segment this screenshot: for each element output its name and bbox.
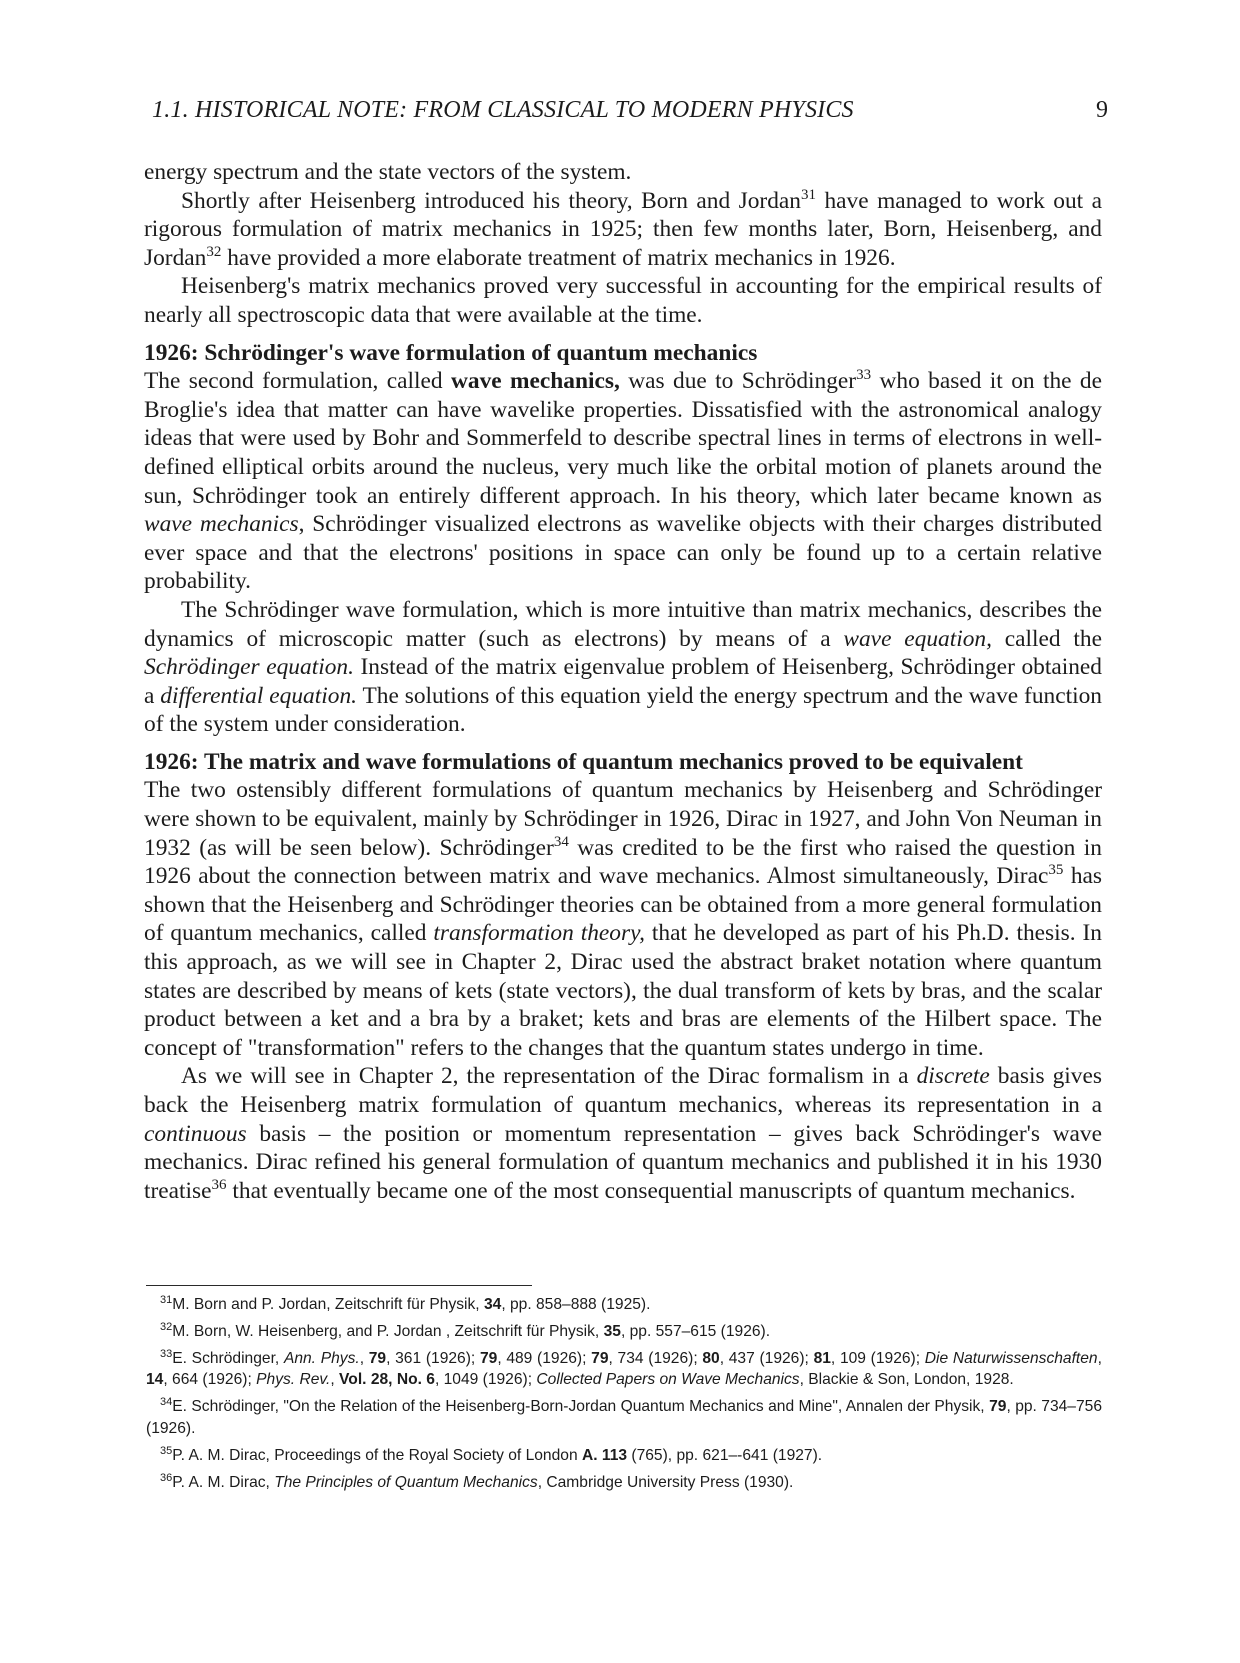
footnote-34 xyxy=(146,1396,1102,1440)
text-run: (765), pp. 621–-641 (1927). xyxy=(627,1446,823,1464)
text-run: P. A. M. Dirac, xyxy=(172,1473,275,1491)
italic-term: wave mechanics xyxy=(144,511,299,538)
paragraph-matrix-success: Heisenberg's matrix mechanics proved very successful in accounting for the empirical results of nearly all spectroscopic data that were available at the time. xyxy=(144,273,1102,328)
bold-term: wave mechanics, xyxy=(451,368,620,395)
italic-term: transformation theory, xyxy=(433,920,646,947)
text-run: P. A. M. Dirac, Proceedings of the Royal Society of London xyxy=(172,1446,582,1464)
volume-number: 34 xyxy=(483,1296,502,1313)
footnotes xyxy=(146,1294,1102,1498)
text-run: , pp. 858–888 (1925). xyxy=(501,1296,651,1313)
italic-term: continuous xyxy=(144,1120,247,1147)
footnote-divider xyxy=(146,1285,532,1286)
page-number: 9 xyxy=(1096,97,1108,123)
footnote-number: 34 xyxy=(160,1396,173,1409)
journal-name: Die Naturwissenschaften xyxy=(924,1349,1098,1367)
paragraph-wave-mechanics xyxy=(144,367,1102,596)
text-run: The two ostensibly different formulations of quantum mechanics by Heisenberg and Schrödinger were shown to be equivalent, mainly by Schrödinger in 1926, Dirac in 1927, and John Von Neuman in 1932 (as will be seen below). Schrödinger xyxy=(144,777,1102,861)
text-run: , 361 (1926); xyxy=(386,1349,480,1367)
footnote-number: 36 xyxy=(160,1471,173,1484)
volume-number: 79 xyxy=(989,1398,1007,1416)
text-run: has shown that the Heisenberg and Schrödinger theories can be obtained from a more general formulation of quantum mechanics, called xyxy=(144,863,1102,947)
text-run: have provided a more elaborate treatment of matrix mechanics in 1926. xyxy=(221,244,896,271)
text-run: , 664 (1926); xyxy=(163,1371,257,1389)
italic-term: discrete xyxy=(916,1063,990,1090)
volume-number: 79 xyxy=(479,1349,498,1367)
text-run: , 437 (1926); xyxy=(719,1349,814,1367)
text-run: , Cambridge University Press (1930). xyxy=(537,1473,794,1491)
text-run: E. Schrödinger, xyxy=(172,1349,284,1367)
footnote-ref-31[interactable]: 31 xyxy=(801,186,816,203)
volume-number: 35 xyxy=(603,1322,621,1340)
text-run: that he developed as part of his Ph.D. thesis. In this approach, as we will see in Chapter 2, Dirac used the abstract braket notation where quantum states are described by means of kets (state vectors), the dual transform of kets by bras, and the scalar product between a ket and a bra by a braket; kets and bras are elements of the Hilbert space. The concept of "transformation" refers to the changes that the quantum states undergo in time. xyxy=(144,920,1102,1061)
text-run: that eventually became one of the most consequential manuscripts of quantum mechanics. xyxy=(226,1177,1076,1204)
footnote-ref-33[interactable]: 33 xyxy=(856,367,872,384)
text-run: who based it on the de Broglie's idea that matter can have wavelike properties. Dissatisfied with the astronomical analogy ideas that were used by Bohr and Sommerfeld to describe spectral lines in terms of electrons in well-defined elliptical orbits around the nucleus, very much like the orbital motion of planets around the sun, Schrödinger took an entirely different approach. In his theory, which later became known as xyxy=(144,368,1103,509)
text-run: , Schrödinger visualized electrons as wavelike objects with their charges distributed ever space and that the electrons' positions in space can only be found up to a certain relative probability. xyxy=(144,511,1103,595)
footnote-ref-36[interactable]: 36 xyxy=(211,1176,227,1193)
volume-number: 79 xyxy=(368,1349,387,1367)
footnote-number: 31 xyxy=(160,1294,173,1306)
section-heading-equivalence: 1926: The matrix and wave formulations of quantum mechanics proved to be equivalent xyxy=(144,748,1023,775)
italic-term: differential equation. xyxy=(160,682,357,709)
paragraph-dirac-formalism xyxy=(144,1062,1102,1205)
paragraph-equivalence xyxy=(144,776,1102,1062)
footnote-number: 35 xyxy=(160,1444,173,1457)
footnote-ref-32[interactable]: 32 xyxy=(206,243,222,260)
volume-number: 14 xyxy=(146,1371,164,1389)
text-run: The solutions of this equation yield the energy spectrum and the wave function of the system under consideration. xyxy=(144,682,1103,738)
text-run: was due to Schrödinger xyxy=(619,368,857,395)
text-run: , xyxy=(1097,1349,1102,1367)
paragraph-continued: energy spectrum and the state vectors of the system. xyxy=(144,159,632,185)
footnote-36 xyxy=(146,1472,1102,1494)
text-run: , xyxy=(330,1371,340,1389)
running-head: 1.1. HISTORICAL NOTE: FROM CLASSICAL TO MODERN PHYSICS xyxy=(152,97,854,123)
text-run: basis gives back the Heisenberg matrix formulation of quantum mechanics, whereas its representation in a xyxy=(144,1063,1102,1118)
body-text xyxy=(144,158,1102,1205)
text-run: As we will see in Chapter 2, the representation of the Dirac formalism in a xyxy=(181,1063,917,1090)
footnote-ref-34[interactable]: 34 xyxy=(553,833,569,850)
book-title: Collected Papers on Wave Mechanics xyxy=(536,1371,800,1389)
volume-number: Vol. 28, No. 6 xyxy=(339,1371,435,1389)
text-run: , Blackie & Son, London, 1928. xyxy=(799,1371,1014,1389)
text-run: , 1049 (1926); xyxy=(434,1371,537,1389)
footnote-35 xyxy=(146,1445,1102,1467)
footnote-number: 32 xyxy=(160,1320,173,1333)
text-run: , 734 (1926); xyxy=(608,1349,703,1367)
footnote-33 xyxy=(146,1348,1102,1392)
text-run: called the xyxy=(991,625,1102,652)
footnote-number: 33 xyxy=(160,1347,173,1360)
text-run: , xyxy=(359,1349,369,1367)
volume-number: 81 xyxy=(813,1349,831,1367)
text-run: M. Born and P. Jordan, Zeitschrift für Physik, xyxy=(172,1296,484,1313)
italic-term: Schrödinger equation. xyxy=(144,654,354,681)
volume-number: 80 xyxy=(702,1349,720,1367)
book-title: The Principles of Quantum Mechanics xyxy=(274,1473,538,1491)
text-run: , pp. 734–756 (1926). xyxy=(146,1398,1102,1437)
volume-number: A. 113 xyxy=(581,1446,628,1464)
text-run: M. Born, W. Heisenberg, and P. Jordan , Zeitschrift für Physik, xyxy=(172,1322,604,1340)
text-run: Shortly after Heisenberg introduced his theory, Born and Jordan xyxy=(181,187,801,214)
italic-term: wave equation, xyxy=(843,625,992,652)
journal-name: Ann. Phys. xyxy=(283,1349,360,1367)
volume-number: 79 xyxy=(591,1349,609,1367)
footnote-ref-35[interactable]: 35 xyxy=(1048,862,1064,879)
footnote-32 xyxy=(146,1321,1102,1343)
text-run: E. Schrödinger, "On the Relation of the Heisenberg-Born-Jordan Quantum Mechanics and Mine", Annalen der Physik, xyxy=(172,1398,990,1416)
footnote-31 xyxy=(146,1294,1102,1316)
journal-name: Phys. Rev. xyxy=(256,1371,331,1389)
text-run: The second formulation, called xyxy=(144,368,451,395)
text-run: , 109 (1926); xyxy=(830,1349,925,1367)
text-run: , 489 (1926); xyxy=(497,1349,592,1367)
paragraph-schrodinger-equation xyxy=(144,596,1102,739)
text-run: was credited to be the first who raised the question in 1926 about the connection between matrix and wave mechanics. Almost simultaneously, Dirac xyxy=(144,834,1103,890)
text-run: The Schrödinger wave formulation, which is more intuitive than matrix mechanics, describes the dynamics of microscopic matter (such as electrons) by means of a xyxy=(144,596,1102,652)
section-heading-wave-formulation: 1926: Schrödinger's wave formulation of quantum mechanics xyxy=(144,339,758,366)
text-run: basis – the position or momentum representation – gives back Schrödinger's wave mechanics. Dirac refined his general formulation of quantum mechanics and published it in his 1930 treatise xyxy=(144,1120,1102,1204)
paragraph-born-jordan xyxy=(144,187,1102,273)
text-run: Instead of the matrix eigenvalue problem of Heisenberg, Schrödinger obtained a xyxy=(144,654,1102,709)
text-run: have managed to work out a rigorous formulation of matrix mechanics in 1925; then few months later, Born, Heisenberg, and Jordan xyxy=(144,187,1103,271)
text-run: , pp. 557–615 (1926). xyxy=(620,1322,771,1340)
